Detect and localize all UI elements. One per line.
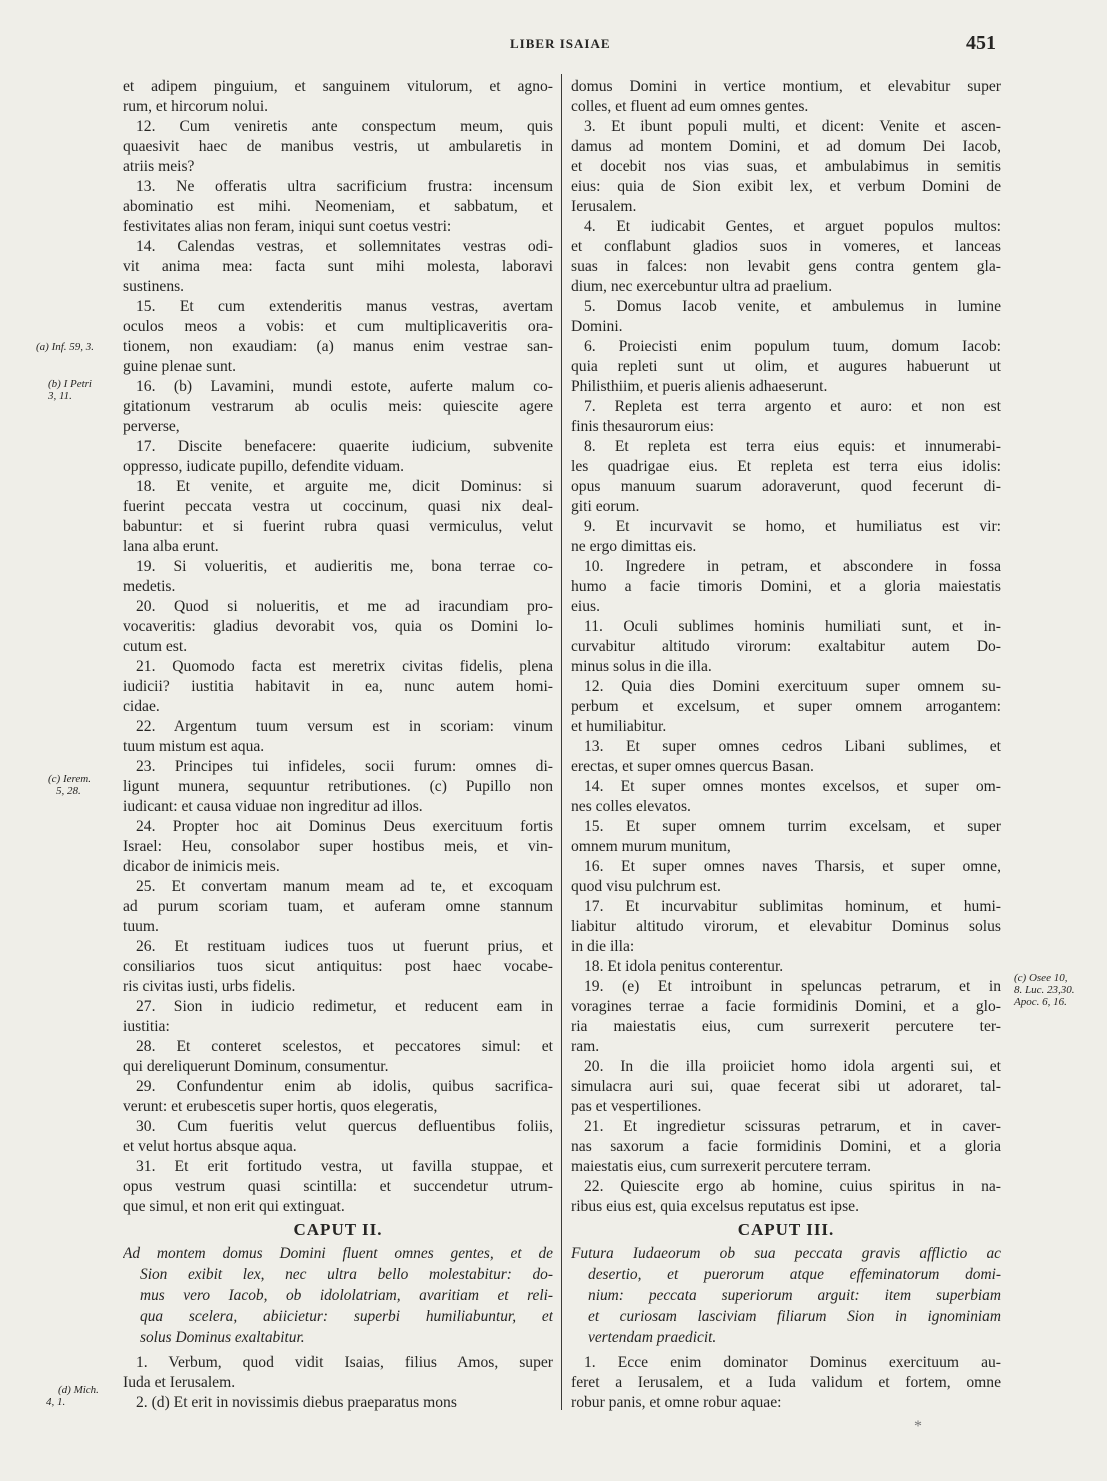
text-line: 4. Et iudicabit Gentes, et arguet populos multos: <box>584 218 1001 235</box>
margin-note-c <box>48 773 91 797</box>
paragraph <box>571 977 1001 1057</box>
text-line: ram. <box>571 1038 600 1055</box>
text-line: perverse, <box>123 418 180 435</box>
text-line: 31. Et erit fortitudo vestra, ut favilla stuppae, et <box>136 1158 553 1175</box>
paragraph <box>571 1057 1001 1117</box>
text-line: quia repleti sunt ut olim, et augures habuerunt ut <box>571 358 1001 375</box>
margin-note-line: 5, 28. <box>56 785 81 797</box>
text-line: tuum mistum est aqua. <box>123 738 265 755</box>
text-line: 17. Discite benefacere: quaerite iudicium, subvenite <box>136 438 553 455</box>
signature-mark: * <box>914 1418 922 1435</box>
text-line: 20. In die illa proiiciet homo idola argenti sui, et <box>584 1058 1001 1075</box>
chapter-2-summary <box>123 1243 553 1348</box>
summary-line: et curiosam lasciviam filiarum Sion in ignominiam <box>588 1308 1001 1325</box>
paragraph <box>123 77 553 117</box>
text-line: 12. Cum veniretis ante conspectum meum, quis <box>136 118 553 135</box>
text-line: 21. Et ingredietur scissuras petrarum, et in caver- <box>584 1118 1001 1135</box>
page-number: 451 <box>966 32 996 54</box>
text-line: opus manuum suarum adoraverunt, quod fecerunt di- <box>571 478 1001 495</box>
margin-note-line: (a) Inf. 59, 3. <box>36 341 95 353</box>
text-line: pas et vespertiliones. <box>571 1098 702 1115</box>
text-line: damus ad montem Domini, et ad domum Dei Iacob, <box>571 138 1001 155</box>
text-line: 7. Repleta est terra argento et auro: et non est <box>584 398 1001 415</box>
text-line: opus vestrum quasi scintilla: et succendetur utrum- <box>123 1178 553 1195</box>
text-line: 19. (e) Et introibunt in speluncas petrarum, et in <box>584 978 1001 995</box>
text-line: Israel: Heu, consolabor super hostibus meis, et vin- <box>123 838 553 855</box>
text-line: sustinens. <box>123 278 185 295</box>
text-line: et humiliabitur. <box>571 718 667 735</box>
paragraph <box>123 757 553 817</box>
text-line: tuum. <box>123 918 159 935</box>
text-line: iudicant: et causa viduae non ingreditur ad illos. <box>123 798 423 815</box>
margin-note-d <box>46 1384 99 1408</box>
text-line: 17. Et incurvabitur sublimitas hominum, et humi- <box>584 898 1001 915</box>
text-line: vocaveritis: gladius devorabit vos, quia os Domini lo- <box>123 618 553 635</box>
text-line: ne ergo dimittas eis. <box>571 538 697 555</box>
paragraph <box>571 1117 1001 1177</box>
text-line: dium, nec exercebuntur ultra ad praelium. <box>571 278 833 295</box>
text-line: que simul, et non erit qui extinguat. <box>123 1198 345 1215</box>
summary-line: nium: peccata superiorum arguit: item superbiam <box>588 1287 1001 1304</box>
text-line: cidae. <box>123 698 160 715</box>
margin-note-line: 8. Luc. 23,30. <box>1014 984 1075 996</box>
paragraph <box>123 477 553 557</box>
text-line: eius. <box>571 598 601 615</box>
margin-note-line: 4, 1. <box>46 1396 66 1408</box>
text-line: oculos meos a vobis: et cum multiplicaveritis ora- <box>123 318 553 335</box>
text-line: 2. (d) Et erit in novissimis diebus praeparatus mons <box>136 1394 457 1411</box>
paragraph <box>571 737 1001 777</box>
text-line: Philisthiim, et pueris alienis adhaeserunt. <box>571 378 828 395</box>
text-line: 14. Calendas vestras, et sollemnitates vestras odi- <box>136 238 553 255</box>
paragraph <box>123 657 553 717</box>
text-line: et velut hortus absque aqua. <box>123 1138 297 1155</box>
column-divider <box>561 74 562 1410</box>
text-line: 21. Quomodo facta est meretrix civitas fidelis, plena <box>136 658 553 675</box>
text-line: 19. Si volueritis, et audieritis me, bona terrae co- <box>136 558 553 575</box>
text-line: abominatio est mihi. Neomeniam, et sabbatum, et <box>123 198 553 215</box>
paragraph <box>571 617 1001 677</box>
paragraph <box>571 517 1001 557</box>
chapter-heading-caput-3: CAPUT III. <box>737 1220 835 1239</box>
paragraph <box>123 177 553 237</box>
paragraph <box>123 937 553 997</box>
paragraph <box>571 557 1001 617</box>
text-line: Iuda et Ierusalem. <box>123 1374 236 1391</box>
text-line: quod visu pulchrum est. <box>571 878 721 895</box>
text-line: 6. Proiecisti enim populum tuum, domum Iacob: <box>584 338 1001 355</box>
text-line: fuerint peccata vestra ut coccinum, quasi nix deal- <box>123 498 553 515</box>
paragraph <box>123 1077 553 1117</box>
margin-note-b <box>48 378 92 402</box>
paragraph <box>571 957 1001 977</box>
margin-note-line: (b) I Petri <box>48 378 92 390</box>
text-line: curvabitur altitudo virorum: exaltabitur autem Do- <box>571 638 1001 655</box>
left-column-body <box>123 77 553 1217</box>
text-line: ria maiestatis eius, cum surrexerit percutere ter- <box>571 1018 1001 1035</box>
text-line: 25. Et convertam manum meam ad te, et excoquam <box>136 878 553 895</box>
paragraph <box>123 717 553 757</box>
text-line: ris civitas iusti, urbs fidelis. <box>123 978 296 995</box>
text-line: ribus eius est, quia excelsus reputatus est ipse. <box>571 1198 859 1215</box>
text-line: rum, et hircorum nolui. <box>123 98 269 115</box>
paragraph <box>571 297 1001 337</box>
text-line: gitationum vestrarum ab oculis meis: quiescite agere <box>123 398 553 415</box>
text-line: simulacra auri sui, quae fecerat sibi ut adoraret, tal- <box>571 1078 1001 1095</box>
text-line: babuntur: et si fuerint rubra quasi vermiculus, velut <box>123 518 553 535</box>
chapter-3-summary <box>571 1243 1001 1348</box>
text-line: quaesivit haec de manibus vestris, ut ambularetis in <box>123 138 553 155</box>
text-line: nes colles elevatos. <box>571 798 691 815</box>
paragraph <box>571 217 1001 297</box>
margin-note-line: (d) Mich. <box>58 1384 99 1396</box>
text-line: 18. Et venite, et arguite me, dicit Dominus: si <box>136 478 553 495</box>
paragraph <box>571 437 1001 517</box>
text-line: 11. Oculi sublimes hominis humiliati sunt, et in- <box>584 618 1001 635</box>
margin-note-line: 3, 11. <box>48 390 72 402</box>
text-line: 10. Ingredere in petram, et abscondere in fossa <box>584 558 1001 575</box>
paragraph <box>123 557 553 597</box>
paragraph <box>571 857 1001 897</box>
text-line: colles, et fluent ad eum omnes gentes. <box>571 98 809 115</box>
text-line: 16. Et super omnes naves Tharsis, et super omne, <box>584 858 1001 875</box>
paragraph <box>571 117 1001 217</box>
text-line: dicabor de inimicis meis. <box>123 858 280 875</box>
text-line: humo a facie timoris Domini, et a gloria maiestatis <box>571 578 1001 595</box>
text-line: finis thesaurorum eius: <box>571 418 714 435</box>
paragraph <box>571 1177 1001 1217</box>
running-title: LIBER ISAIAE <box>510 36 611 51</box>
paragraph <box>123 1393 553 1413</box>
text-line: lana alba erunt. <box>123 538 219 555</box>
margin-note-line: (c) Ierem. <box>48 773 91 785</box>
text-line: guine plenae sunt. <box>123 358 237 375</box>
text-line: ad purum scoriam tuam, et auferam omne stannum <box>123 898 553 915</box>
text-line: 3. Et ibunt populi multi, et dicent: Venite et ascen- <box>584 118 1001 135</box>
text-line: iustitia: <box>123 1018 170 1035</box>
paragraph <box>123 377 553 437</box>
paragraph <box>571 817 1001 857</box>
margin-note-line: (c) Osee 10, <box>1014 972 1068 984</box>
text-line: 16. (b) Lavamini, mundi estote, auferte malum co- <box>136 378 553 395</box>
text-line: 22. Argentum tuum versum est in scoriam: vinum <box>136 718 553 735</box>
text-line: 22. Quiescite ergo ab homine, cuius spiritus in na- <box>584 1178 1001 1195</box>
text-line: voragines terrae a facie formidinis Domini, et a glo- <box>571 998 1001 1015</box>
text-line: robur panis, et omne robur aquae: <box>571 1394 782 1411</box>
text-line: verunt: et erubescetis super hortis, quos elegeratis, <box>123 1098 438 1115</box>
text-line: 30. Cum fueritis velut quercus defluentibus foliis, <box>136 1118 553 1135</box>
summary-line: vertendam praedicit. <box>588 1329 717 1346</box>
text-line: erectas, et super omnes quercus Basan. <box>571 758 814 775</box>
text-line: 20. Quod si nolueritis, et me ad iracundiam pro- <box>136 598 553 615</box>
text-line: 24. Propter hoc ait Dominus Deus exercituum fortis <box>136 818 553 835</box>
text-line: giti eorum. <box>571 498 640 515</box>
text-line: consiliarios tuos sicut antiquitus: post haec vocabe- <box>123 958 553 975</box>
text-line: medetis. <box>123 578 176 595</box>
summary-line: Sion exibit lex, nec ultra bello molestabitur: do- <box>140 1266 553 1283</box>
text-line: et adipem pinguium, et sanguinem vitulorum, et agno- <box>123 78 553 95</box>
summary-line: qua scelera, abiicietur: superbi humiliabuntur, et <box>140 1308 553 1325</box>
text-line: et conflabunt gladios suos in vomeres, et lanceas <box>571 238 1001 255</box>
text-line: vit anima mea: facta sunt mihi molesta, laboravi <box>123 258 553 275</box>
summary-line: Futura Iudaeorum ob sua peccata gravis afflictio ac <box>571 1245 1001 1262</box>
text-line: 1. Ecce enim dominator Dominus exercituum au- <box>584 1354 1001 1371</box>
summary-line: desertio, et puerorum atque effeminatorum domi- <box>588 1266 1001 1283</box>
paragraph <box>123 1117 553 1157</box>
text-line: 8. Et repleta est terra eius equis: et innumerabi- <box>584 438 1001 455</box>
text-line: qui dereliquerunt Dominum, consumentur. <box>123 1058 389 1075</box>
text-line: Domini. <box>571 318 623 335</box>
text-line: 28. Et conteret scelestos, et peccatores simul: et <box>136 1038 553 1055</box>
chapter-2-verses <box>123 1353 553 1413</box>
text-line: 27. Sion in iudicio redimetur, et reducent eam in <box>136 998 553 1015</box>
paragraph <box>123 297 553 377</box>
paragraph <box>123 117 553 177</box>
paragraph <box>571 897 1001 957</box>
paragraph <box>123 597 553 657</box>
text-line: 5. Domus Iacob venite, et ambulemus in lumine <box>584 298 1001 315</box>
text-line: 29. Confundentur enim ab idolis, quibus sacrifica- <box>136 1078 553 1095</box>
summary-line: solus Dominus exaltabitur. <box>140 1329 305 1346</box>
text-line: 26. Et restituam iudices tuos ut fuerunt prius, et <box>136 938 553 955</box>
text-line: domus Domini in vertice montium, et elevabitur super <box>571 78 1001 95</box>
paragraph <box>571 337 1001 397</box>
paragraph <box>571 777 1001 817</box>
text-line: 14. Et super omnes montes excelsos, et super om- <box>584 778 1001 795</box>
text-line: 15. Et super omnem turrim excelsam, et super <box>584 818 1001 835</box>
summary-line: Ad montem domus Domini fluent omnes gentes, et de <box>123 1245 553 1262</box>
text-line: perbum et excelsum, et super omnem arrogantem: <box>571 698 1001 715</box>
paragraph <box>123 237 553 297</box>
text-line: feret a Ierusalem, et a Iuda validum et fortem, omne <box>571 1374 1001 1391</box>
text-line: festivitates alias non feram, iniqui sunt coetus vestri: <box>123 218 452 235</box>
text-line: cutum est. <box>123 638 188 655</box>
text-line: 13. Ne offeratis ultra sacrificium frustra: incensum <box>136 178 553 195</box>
right-column-body <box>571 77 1001 1217</box>
text-line: 15. Et cum extenderitis manus vestras, avertam <box>136 298 553 315</box>
paragraph <box>571 1353 1001 1413</box>
summary-line: mus vero Iacob, ob idololatriam, avaritiam et reli- <box>140 1287 553 1304</box>
text-line: suas in falces: non levabit gens contra gentem gla- <box>571 258 1001 275</box>
paragraph <box>571 397 1001 437</box>
text-line: 1. Verbum, quod vidit Isaias, filius Amos, super <box>136 1354 553 1371</box>
margin-note-a <box>36 341 94 353</box>
text-line: in die illa: <box>571 938 635 955</box>
text-line: nas saxorum a facie formidinis Domini, et a gloria <box>571 1138 1001 1155</box>
text-line: et docebit nos vias suas, et ambulabimus in semitis <box>571 158 1001 175</box>
margin-note-e <box>1014 972 1075 1008</box>
text-line: eius: quia de Sion exibit lex, et verbum Domini de <box>571 178 1001 195</box>
text-line: iudicii? iustitia habitavit in ea, nunc autem homi- <box>123 678 553 695</box>
text-line: 13. Et super omnes cedros Libani sublimes, et <box>584 738 1001 755</box>
text-line: Ierusalem. <box>571 198 637 215</box>
paragraph <box>571 77 1001 117</box>
text-line: 18. Et idola penitus conterentur. <box>584 958 784 975</box>
text-line: atriis meis? <box>123 158 195 175</box>
paragraph <box>571 677 1001 737</box>
text-line: 23. Principes tui infideles, socii furum: omnes di- <box>136 758 553 775</box>
text-line: omnem murum munitum, <box>571 838 731 855</box>
text-line: tionem, non exaudiam: (a) manus enim vestrae san- <box>123 338 553 355</box>
text-line: 12. Quia dies Domini exercituum super omnem su- <box>584 678 1001 695</box>
chapter-3-verses <box>571 1353 1001 1413</box>
text-line: ligunt munera, sequuntur retributiones. (c) Pupillo non <box>123 778 553 795</box>
paragraph <box>123 817 553 877</box>
text-line: oppresso, iudicate pupillo, defendite viduam. <box>123 458 405 475</box>
text-line: liabitur altitudo virorum, et elevabitur Dominus solus <box>571 918 1001 935</box>
paragraph <box>123 1157 553 1217</box>
text-line: minus solus in die illa. <box>571 658 712 675</box>
text-line: les quadrigae eius. Et repleta est terra eius idolis: <box>571 458 1001 475</box>
margin-note-line: Apoc. 6, 16. <box>1014 996 1067 1008</box>
paragraph <box>123 877 553 937</box>
running-head <box>0 32 1107 58</box>
paragraph <box>123 1353 553 1393</box>
chapter-heading-caput-2: CAPUT II. <box>293 1220 383 1239</box>
text-line: maiestatis eius, cum surrexerit percutere terram. <box>571 1158 872 1175</box>
text-line: 9. Et incurvavit se homo, et humiliatus est vir: <box>584 518 1001 535</box>
paragraph <box>123 437 553 477</box>
paragraph <box>123 997 553 1037</box>
paragraph <box>123 1037 553 1077</box>
